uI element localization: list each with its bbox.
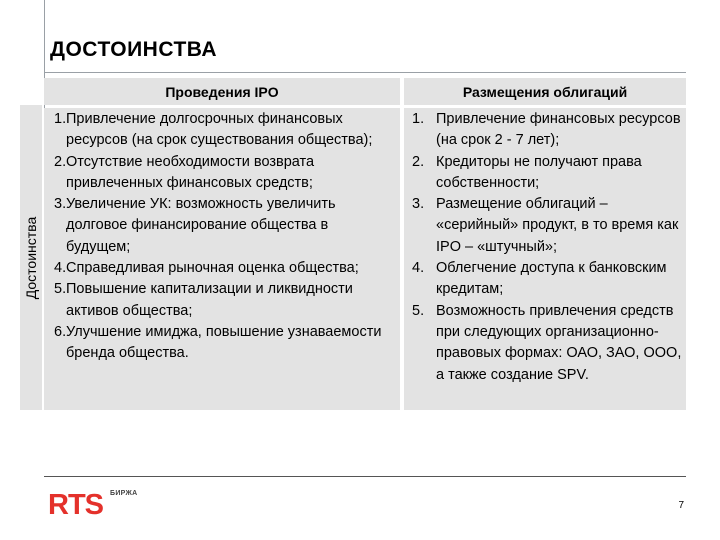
item-text: Повышение капитализации и ликвидности активов общества; [66,281,353,319]
list-item [54,258,390,279]
item-text: Привлечение финансовых ресурсов (на срок 2 - 7 лет); [436,111,681,149]
title-divider [44,72,686,73]
item-number: 3. [54,196,67,213]
item-number: 4. [54,260,67,277]
item-text: Размещение облигаций – «серийный» продукт, в то время как IPO – «штучный»; [436,196,679,255]
ipo-advantages-list [54,109,390,365]
side-label: Достоинства [23,216,39,299]
rts-logo-subtext: БИРЖА [110,490,138,497]
item-text: Облегчение доступа к банковским кредитам; [436,260,667,298]
bonds-advantages-cell [404,108,686,410]
item-text: Возможность привлечения средств при следующих организационно-правовых формах: ОАО, ЗАО, ООО, а также создание SPV. [436,302,682,383]
item-number: 2. [412,153,425,170]
list-item [412,301,682,386]
list-item [54,152,390,195]
rts-logo-mark [48,488,108,518]
footer-divider [44,476,686,477]
item-text: Кредиторы не получают права собственности; [436,153,642,191]
rts-logo [48,488,138,518]
item-text: Справедливая рыночная оценка общества; [66,260,359,277]
ipo-column-header: Проведения IPO [44,78,400,105]
list-item [412,109,682,152]
item-number: 5. [54,281,67,298]
item-number: 3. [412,196,425,213]
list-item [54,279,390,322]
list-item [54,322,390,365]
item-number: 5. [412,302,425,319]
ipo-advantages-cell [44,108,400,410]
side-label-cell [20,105,42,410]
item-number: 4. [412,260,425,277]
page-title: ДОСТОИНСТВА [50,38,218,61]
list-item [412,258,682,301]
bonds-advantages-list [412,109,682,386]
list-item [54,109,390,152]
item-number: 1. [54,111,67,127]
item-text: Отсутствие необходимости возврата привлеченных финансовых средств; [66,153,315,191]
item-text: Увеличение УК: возможность увеличить долговое финансирование общества в будущем; [66,196,336,255]
item-number: 1. [412,111,425,127]
list-item [54,194,390,258]
list-item [412,152,682,195]
item-number: 2. [54,153,67,170]
rts-logo-text: RTS [48,489,103,518]
bonds-column-header: Размещения облигаций [404,78,686,105]
item-text: Привлечение долгосрочных финансовых ресурсов (на срок существования общества); [66,111,373,149]
item-number: 6. [54,323,67,340]
page-number: 7 [678,500,684,511]
list-item [412,194,682,258]
item-text: Улучшение имиджа, повышение узнаваемости бренда общества. [66,323,382,362]
